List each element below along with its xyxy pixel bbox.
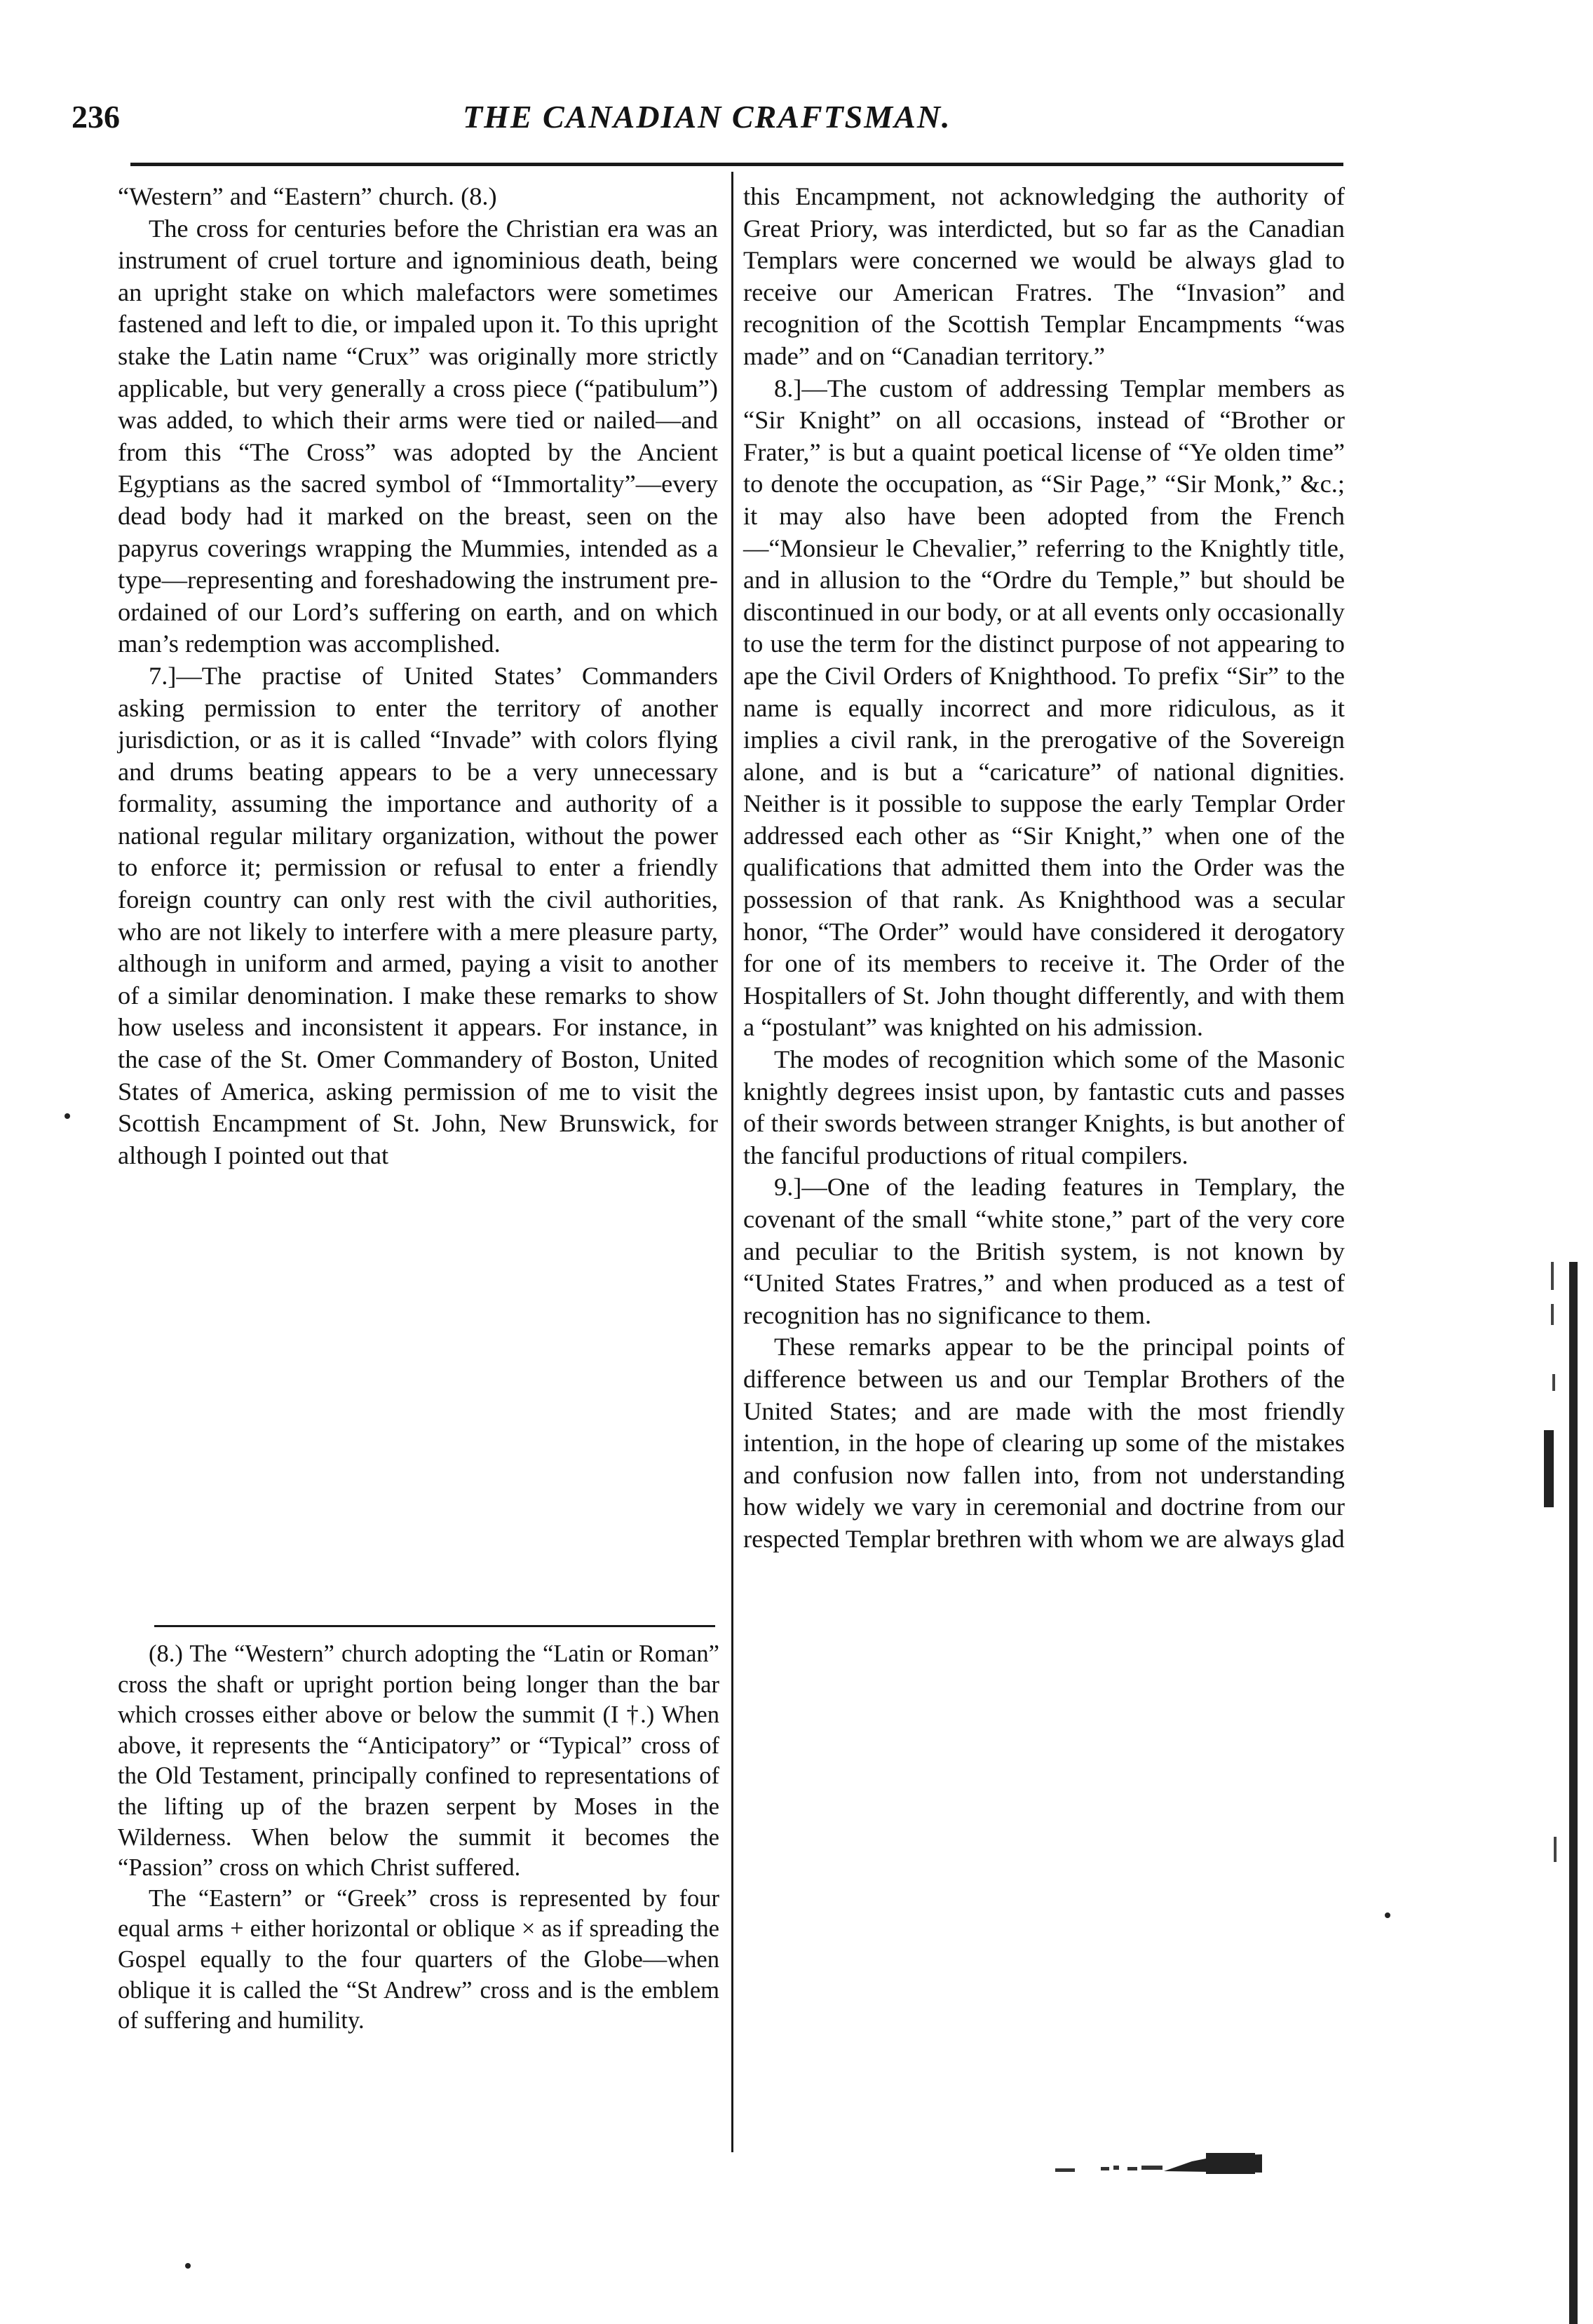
ink-smudge-marks	[1052, 2149, 1332, 2191]
column-divider	[731, 172, 733, 2152]
header-rule	[130, 163, 1343, 166]
scan-edge-bar	[1569, 1262, 1578, 2324]
scan-edge-tick	[1551, 1304, 1554, 1325]
left-column	[118, 181, 718, 1171]
ink-dot	[185, 2263, 191, 2269]
running-head: THE CANADIAN CRAFTSMAN.	[463, 99, 951, 135]
scan-edge-tick	[1552, 1374, 1555, 1391]
left-paragraph-1: “Western” and “Eastern” church. (8.)	[118, 182, 497, 210]
ink-dot	[1385, 1912, 1390, 1918]
right-paragraph-3: The modes of recognition which some of the Masonic knightly degrees insist upon, by fantastic cuts and passes of their swords between stranger Knights, is but another of the fanciful productions of ritual compilers.	[743, 1045, 1345, 1169]
page-number: 236	[72, 99, 120, 135]
right-column	[743, 181, 1345, 1556]
right-paragraph-1: this Encampment, not acknowledging the authority of Great Priory, was interdicted, but so far as the Canadian Templars were concerned we would be always glad to receive our American Fratres. The “Invasion” and recognition of the Scottish Templar Encampments “was made” and on “Canadian territory.”	[743, 182, 1345, 370]
footnote-2: The “Eastern” or “Greek” cross is represented by four equal arms + either horizontal or oblique × as if spreading the Gospel equally to the four quarters of the Globe—when oblique it is called the “St Andrew” cross and is the emblem of suffering and humility.	[118, 1884, 719, 2034]
scan-edge-tick	[1554, 1837, 1557, 1862]
footnote-1: (8.) The “Western” church adopting the “Latin or Roman” cross the shaft or upright portion being longer than the bar which crosses either above or below the summit (I †.) When above, it represents the “Anticipatory” or “Typical” cross of the Old Testament, principally confined to representations of the lifting up of the brazen serpent by Moses in the Wilderness. When below the summit it becomes the “Passion” cross on which Christ suffered.	[118, 1640, 719, 1882]
right-paragraph-5: These remarks appear to be the principal points of difference between us and our Templar Brothers of the United States; and are made with the most friendly intention, in the hope of clearing up some of the mistakes and confusion now fallen into, from not understanding how widely we vary in ceremonial and doctrine from our respected Templar brethren with whom we are always glad	[743, 1333, 1345, 1553]
right-paragraph-2: 8.]—The custom of addressing Templar members as “Sir Knight” on all occasions, instead of “Brother or Frater,” is but a quaint poetical license of “Ye olden time” to denote the occupation, as “Sir Page,” “Sir Monk,” &c.; it may also have been adopted from the French—“Monsieur le Chevalier,” referring to the Knightly title, and in allusion to the “Ordre du Temple,” but should be discontinued in our body, or at all events only occasionally to use the term for the distinct purpose of not appearing to ape the Civil Orders of Knighthood. To prefix “Sir” to the name is equally incorrect and more ridiculous, as it implies a civil rank, in the prerogative of the Sovereign alone, and is but a “caricature” of national dignities. Neither is it possible to suppose the early Templar Order addressed each other as “Sir Knight,” when one of the qualifications that admitted them into the Order was the possession of that rank. As Knighthood was a secular honor, “The Order” would have considered it derogatory for one of its members to receive it. The Order of the Hospitallers of St. John thought differently, and with them a “postulant” was knighted on his admission.	[743, 374, 1345, 1042]
left-paragraph-2: The cross for centuries before the Christian era was an instrument of cruel torture and ignominious death, being an upright stake on which malefactors were sometimes fastened and left to die, or impaled upon it. To this upright stake the Latin name “Crux” was originally more strictly applicable, but very generally a cross piece (“patibulum”) was added, to which their arms were tied or nailed—and from this “The Cross” was adopted by the Ancient Egyptians as the sacred symbol of “Immortality”—every dead body had it marked on the breast, seen on the papyrus coverings wrapping the Mummies, intended as a type—representing and foreshadowing the instrument pre-ordained of our Lord’s suffering on earth, and on which man’s redemption was accomplished.	[118, 214, 718, 658]
scan-edge-tick	[1551, 1262, 1554, 1290]
footnote-rule	[154, 1625, 715, 1627]
left-paragraph-3: 7.]—The practise of United States’ Commanders asking permission to enter the territory of another jurisdiction, or as it is called “Invade” with colors flying and drums beating appears to be a very unnecessary formality, assuming the importance and authority of a national regular military organization, without the power to enforce it; permission or refusal to enter a friendly foreign country can only rest with the civil authorities, who are not likely to interfere with a mere pleasure party, although in uniform and armed, paying a visit to another of a similar denomination. I make these remarks to show how useless and inconsistent it appears. For instance, in the case of the St. Omer Commandery of Boston, United States of America, asking permission of me to visit the Scottish Encampment of St. John, New Brunswick, for although I pointed out that	[118, 661, 718, 1169]
footnotes	[118, 1639, 719, 2037]
right-paragraph-4: 9.]—One of the leading features in Templary, the covenant of the small “white stone,” part of the very core and peculiar to the British system, is not known by “United States Fratres,” and when produced as a test of recognition has no significance to them.	[743, 1173, 1345, 1329]
ink-dot	[65, 1113, 70, 1119]
scan-edge-fragment	[1544, 1430, 1554, 1507]
